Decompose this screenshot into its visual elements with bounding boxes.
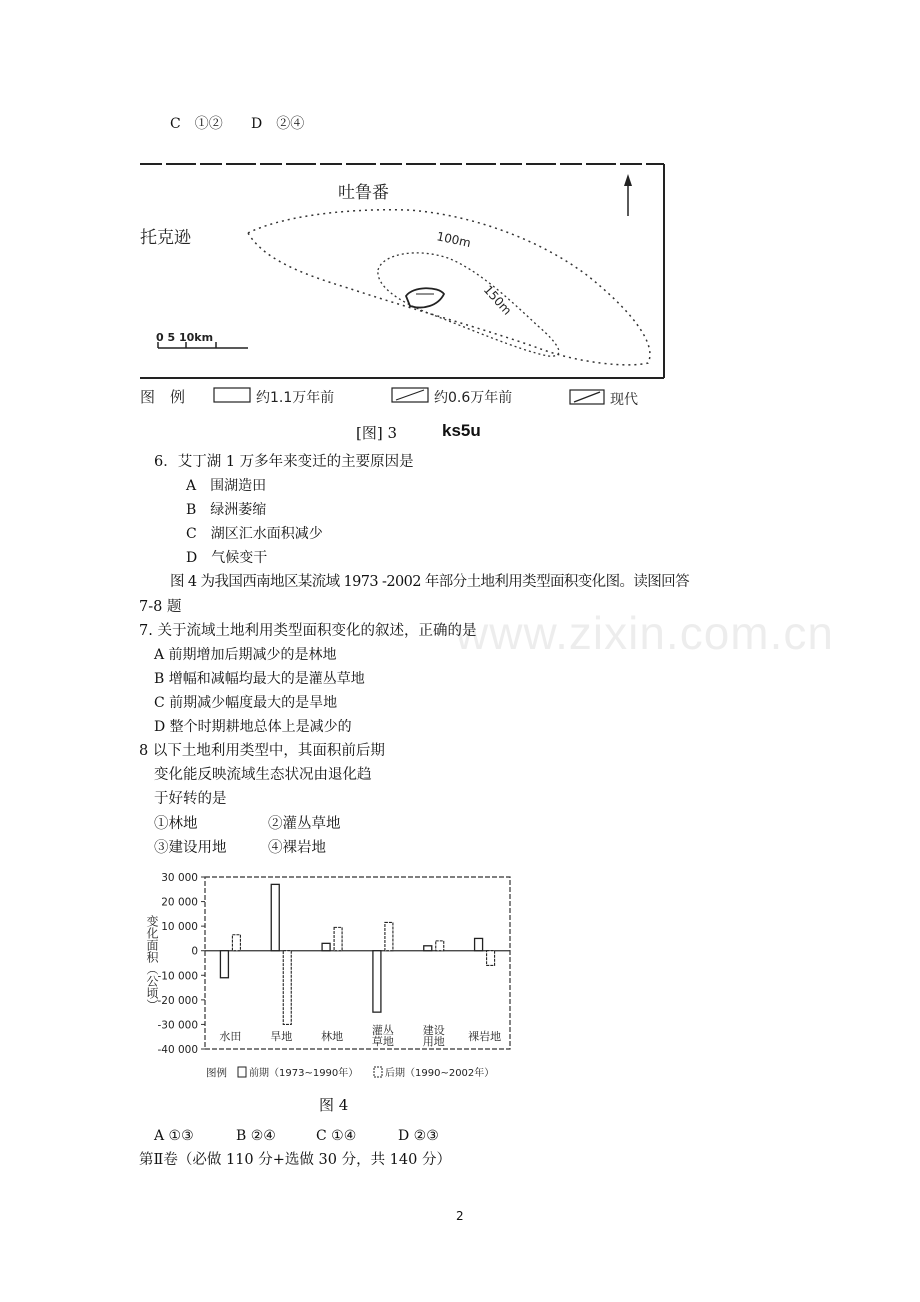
- option-d: D ②④: [251, 116, 305, 132]
- q8-answer-a: A ①③: [154, 1128, 194, 1144]
- y-tick-label: -10 000: [157, 970, 198, 983]
- q8-stem-line-3: 于好转的是: [154, 791, 227, 807]
- category-label: 用地: [422, 1035, 445, 1048]
- bar-late-2: [334, 927, 342, 950]
- category-label: 建设: [422, 1024, 445, 1037]
- bar-early-5: [475, 938, 483, 950]
- bar-early-2: [322, 943, 330, 950]
- q6-option-c: C 湖区汇水面积减少: [186, 526, 323, 542]
- y-tick-label: -20 000: [157, 994, 198, 1007]
- q7-stem: 7. 关于流域土地利用类型面积变化的叙述，正确的是: [139, 623, 477, 639]
- legend-late: 后期（1990~2002年）: [385, 1068, 495, 1079]
- legend-1-1-wan: 约1.1万年前: [256, 390, 335, 406]
- q8-choice-4: ④裸岩地: [268, 840, 326, 856]
- y-tick-label: -40 000: [157, 1044, 198, 1056]
- q8-answer-c: C ①④: [316, 1128, 357, 1144]
- category-label: 林地: [321, 1030, 344, 1043]
- label-turpan: 吐鲁番: [338, 183, 389, 203]
- option-c: C ①②: [170, 116, 223, 132]
- figure-3-map: [138, 158, 668, 414]
- legend-swatch-early: [238, 1067, 246, 1077]
- bar-early-1: [271, 884, 279, 950]
- category-label: 灌丛: [371, 1024, 394, 1037]
- legend-0-6-wan: 约0.6万年前: [434, 390, 513, 406]
- legend-swatch-late: [374, 1067, 382, 1077]
- q8-choice-1: ①林地: [154, 816, 198, 832]
- bar-late-0: [232, 935, 240, 951]
- q6-option-a: A 围湖造田: [186, 478, 267, 494]
- figure-3-caption: [图] 3: [356, 424, 398, 442]
- brand-ks5u: ks5u: [442, 421, 481, 440]
- page-number: 2: [456, 1209, 464, 1223]
- q6-option-d: D 气候变干: [186, 550, 268, 566]
- y-tick-label: 20 000: [161, 896, 198, 909]
- bar-late-3: [385, 922, 393, 950]
- y-tick-label: 0: [191, 945, 198, 958]
- category-label: 裸岩地: [468, 1030, 502, 1043]
- q8-stem-line-2: 变化能反映流域生态状况由退化趋: [154, 767, 372, 783]
- legend-modern: 现代: [610, 392, 638, 408]
- q7-option-c: C 前期减少幅度最大的是旱地: [154, 695, 338, 711]
- figure-4-chart: [138, 864, 518, 1086]
- y-tick-label: 10 000: [161, 921, 198, 934]
- q7-option-d: D 整个时期耕地总体上是减少的: [154, 719, 352, 735]
- legend-title: 图 例: [140, 388, 186, 406]
- q8-answer-b: B ②④: [236, 1128, 276, 1144]
- category-label: 草地: [371, 1035, 394, 1048]
- label-scale: 0 5 10km: [156, 331, 214, 344]
- bar-early-0: [220, 951, 228, 978]
- legend-early: 前期（1973~1990年）: [249, 1068, 359, 1079]
- q8-choice-2: ②灌丛草地: [268, 816, 341, 832]
- bar-late-1: [283, 951, 291, 1025]
- q6-option-b: B 绿洲萎缩: [186, 502, 267, 518]
- part-2-heading: 第Ⅱ卷（必做 110 分+选做 30 分，共 140 分）: [139, 1152, 451, 1168]
- y-tick-label: -30 000: [157, 1019, 198, 1032]
- bar-early-4: [424, 946, 432, 951]
- plot-frame: [205, 877, 510, 1049]
- figure-4-caption: 图 4: [319, 1096, 349, 1114]
- label-contour-100: 100m: [435, 229, 473, 251]
- label-contour-150: 150m: [480, 282, 515, 318]
- y-tick-label: 30 000: [161, 872, 198, 884]
- q7-option-b: B 增幅和减幅均最大的是灌丛草地: [154, 671, 365, 687]
- category-label: 水田: [219, 1030, 242, 1043]
- q8-choice-3: ③建设用地: [154, 840, 227, 856]
- legend-title: 图例: [206, 1067, 227, 1079]
- bar-late-4: [436, 941, 444, 951]
- q8-answer-d: D ②③: [398, 1128, 439, 1144]
- q8-stem-line-1: 8 以下土地利用类型中，其面积前后期: [139, 743, 385, 759]
- intro-line-2: 7-8 题: [139, 599, 182, 615]
- category-label: 旱地: [270, 1030, 293, 1043]
- watermark: www.zixin.com.cn: [455, 607, 834, 659]
- bar-early-3: [373, 951, 381, 1012]
- q6-stem: 6．艾丁湖 1 万多年来变迁的主要原因是: [154, 454, 414, 470]
- label-toksun: 托克逊: [140, 228, 191, 248]
- intro-line-1: 图 4 为我国西南地区某流域 1973 -2002 年部分土地利用类型面积变化图。读图回答: [170, 574, 689, 590]
- q7-option-a: A 前期增加后期减少的是林地: [154, 647, 337, 663]
- bar-late-5: [487, 951, 495, 966]
- y-axis-label: 变化面积（公顷）: [145, 915, 159, 1011]
